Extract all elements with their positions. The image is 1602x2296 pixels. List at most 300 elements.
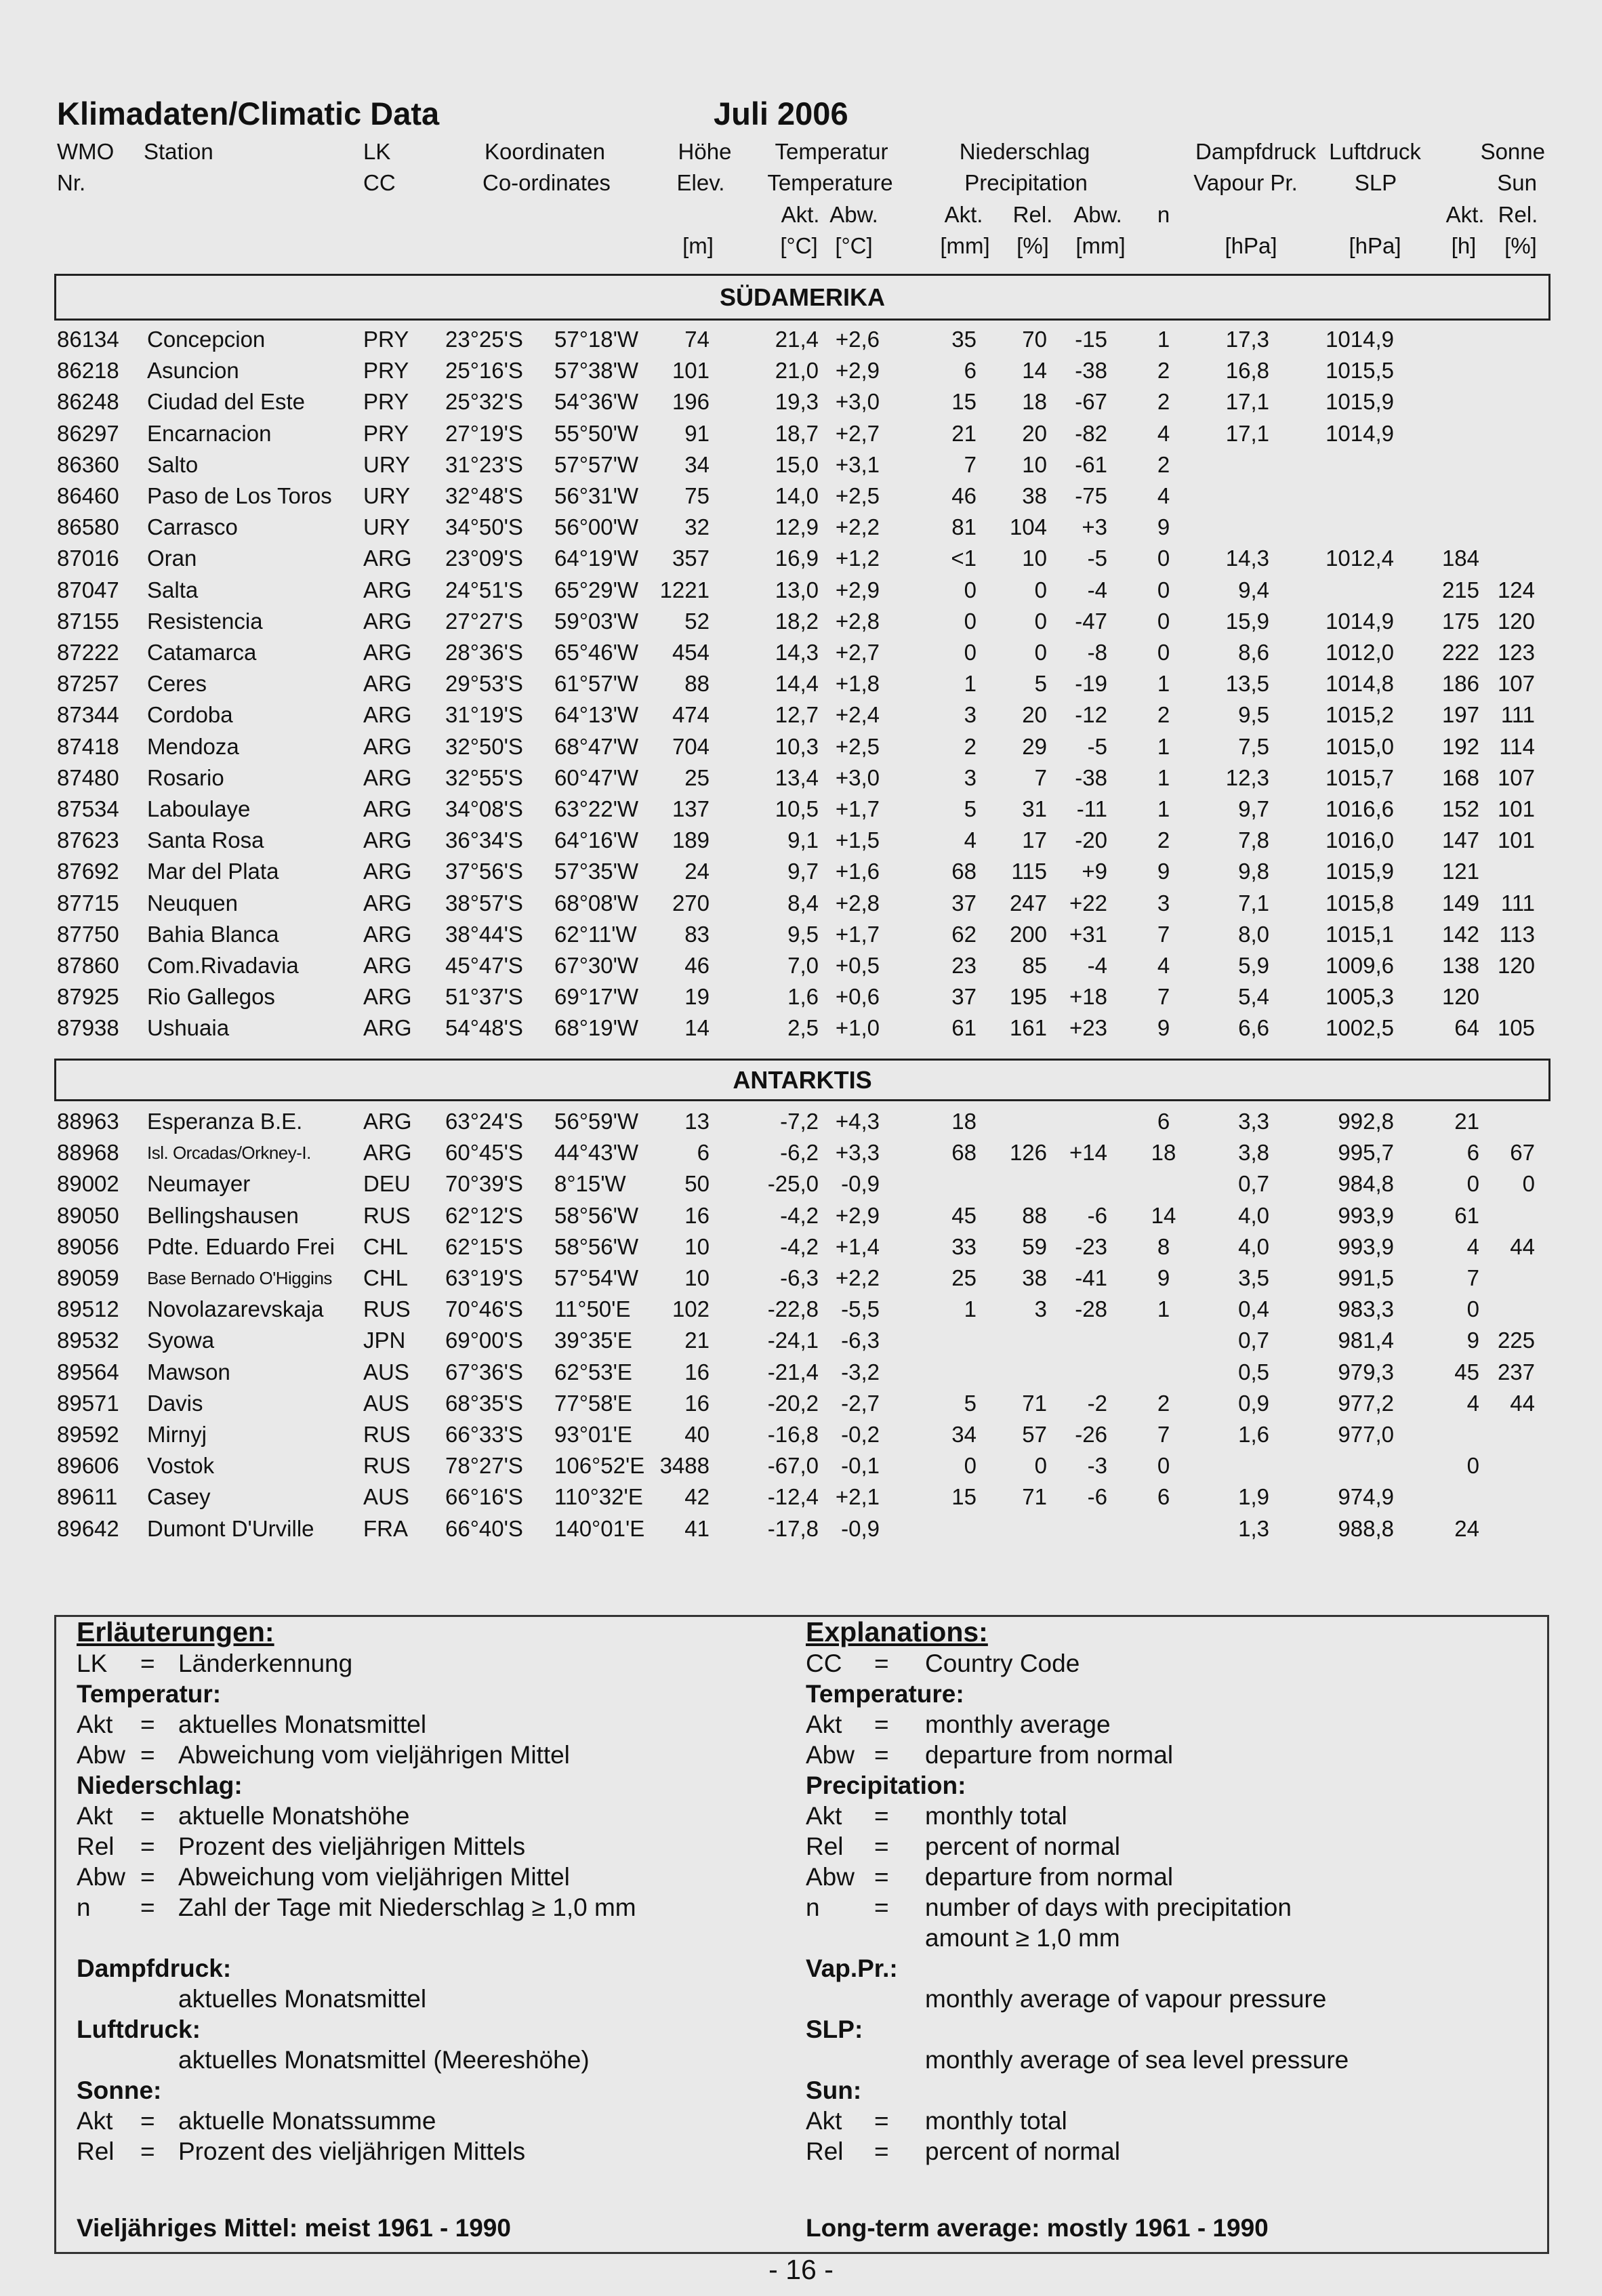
explanation-abbreviation: Abw (77, 1741, 125, 1769)
explanation-equals: = (874, 1893, 889, 1921)
cell-sun-rel: 107 (1497, 764, 1535, 790)
cell-precip-rel: 17 (1022, 827, 1047, 853)
cell-wmo-number: 89611 (57, 1484, 118, 1510)
cell-precip-days: 1 (1157, 327, 1170, 352)
cell-sun-hours: 142 (1441, 921, 1479, 947)
cell-precip-rel: 7 (1034, 764, 1047, 790)
table-row (0, 386, 1602, 417)
header-luftdruck: Luftdruck (1329, 139, 1421, 164)
table-row (0, 1294, 1602, 1325)
cell-vapour-pressure: 4,0 (1238, 1202, 1269, 1228)
cell-temp-abw: +2,8 (835, 890, 880, 916)
cell-wmo-number: 89571 (57, 1390, 119, 1416)
cell-temp-akt: 18,7 (775, 420, 819, 446)
cell-precip-akt: 37 (951, 984, 977, 1010)
cell-sun-rel: 101 (1497, 827, 1535, 853)
cell-elevation: 88 (684, 671, 710, 697)
cell-latitude: 66°33'S (445, 1422, 523, 1447)
cell-country-code: ARG (363, 1140, 412, 1166)
cell-vapour-pressure: 0,9 (1238, 1390, 1269, 1416)
cell-station-name: Santa Rosa (147, 827, 264, 853)
cell-sun-hours: 6 (1466, 1140, 1479, 1166)
header-temp-unit: [°C] (780, 233, 818, 258)
cell-elevation: 25 (684, 764, 710, 790)
cell-temp-abw: +2,5 (835, 483, 880, 508)
cell-precip-akt: 81 (951, 514, 977, 540)
cell-wmo-number: 86218 (57, 358, 119, 384)
table-row (0, 981, 1602, 1012)
cell-sun-hours: 147 (1441, 827, 1479, 853)
cell-vapour-pressure: 9,8 (1238, 859, 1269, 884)
cell-precip-akt: 6 (964, 358, 977, 384)
table-row (0, 856, 1602, 887)
cell-precip-days: 4 (1157, 420, 1170, 446)
cell-temp-abw: +2,2 (835, 514, 880, 540)
cell-sun-rel: 0 (1522, 1171, 1535, 1197)
cell-sun-rel: 67 (1510, 1140, 1535, 1166)
cell-temp-abw: +0,6 (835, 984, 880, 1010)
cell-precip-akt: 35 (951, 327, 977, 352)
cell-precip-akt: 25 (951, 1265, 977, 1290)
cell-latitude: 36°34'S (445, 827, 523, 853)
cell-country-code: ARG (363, 890, 412, 916)
cell-vapour-pressure: 9,5 (1238, 702, 1269, 728)
table-row (0, 1419, 1602, 1450)
header-sun-rel-unit: [%] (1504, 233, 1537, 258)
cell-vapour-pressure: 13,5 (1225, 671, 1269, 697)
cell-precip-abw: -47 (1075, 608, 1107, 634)
cell-sun-rel: 111 (1500, 890, 1535, 916)
cell-temp-abw: +2,2 (835, 1265, 880, 1290)
cell-elevation: 83 (684, 921, 710, 947)
table-row (0, 1357, 1602, 1388)
cell-country-code: URY (363, 514, 411, 540)
explanation-equals: = (874, 2107, 889, 2135)
cell-sea-level-pressure: 993,9 (1338, 1233, 1394, 1259)
cell-precip-days: 9 (1157, 514, 1170, 540)
cell-elevation: 270 (672, 890, 710, 916)
cell-station-name: Ceres (147, 671, 207, 697)
cell-sun-hours: 0 (1466, 1171, 1479, 1197)
header-temp-akt: Akt. (781, 202, 820, 227)
cell-elevation: 454 (672, 640, 710, 665)
table-row (0, 825, 1602, 856)
explanation-abbreviation: Rel (806, 1832, 844, 1860)
cell-longitude: 56°59'W (554, 1109, 639, 1134)
cell-sun-hours: 4 (1466, 1233, 1479, 1259)
cell-sun-rel: 225 (1497, 1328, 1535, 1353)
cell-country-code: RUS (363, 1422, 411, 1447)
cell-precip-akt: 68 (951, 1140, 977, 1166)
cell-sea-level-pressure: 1014,9 (1326, 327, 1394, 352)
explanation-abbreviation: Rel (806, 2137, 844, 2165)
cell-precip-rel: 200 (1009, 921, 1047, 947)
cell-sea-level-pressure: 988,8 (1338, 1515, 1394, 1541)
cell-precip-days: 9 (1157, 1015, 1170, 1041)
header-coordinates: Co-ordinates (482, 170, 611, 195)
cell-temp-akt: 15,0 (775, 451, 819, 477)
cell-latitude: 25°16'S (445, 358, 523, 384)
explanation-abbreviation: Rel (77, 2137, 115, 2165)
cell-sea-level-pressure: 1015,9 (1326, 859, 1394, 884)
cell-sea-level-pressure: 1005,3 (1326, 984, 1394, 1010)
explanation-equals: = (874, 1649, 889, 1677)
cell-temp-abw: +1,4 (835, 1233, 880, 1259)
table-row (0, 543, 1602, 574)
header-precip-rel: Rel. (1012, 202, 1053, 227)
explanation-abbreviation: Akt (77, 1710, 113, 1738)
cell-country-code: JPN (363, 1328, 406, 1353)
cell-sun-hours: 222 (1441, 640, 1479, 665)
cell-sea-level-pressure: 1015,5 (1326, 358, 1394, 384)
cell-precip-akt: 46 (951, 483, 977, 508)
cell-sea-level-pressure: 1015,1 (1326, 921, 1394, 947)
cell-temp-akt: 14,3 (775, 640, 819, 665)
cell-wmo-number: 86580 (57, 514, 119, 540)
cell-precip-abw: +14 (1069, 1140, 1107, 1166)
cell-station-name: Bahia Blanca (147, 921, 279, 947)
cell-temp-abw: -2,7 (841, 1390, 880, 1416)
explanation-abbreviation: Akt (806, 2107, 842, 2135)
cell-sea-level-pressure: 977,2 (1338, 1390, 1394, 1416)
cell-country-code: ARG (363, 796, 412, 821)
explanation-equals: = (140, 2107, 155, 2135)
cell-precip-days: 18 (1151, 1140, 1176, 1166)
explanation-equals: = (140, 1741, 155, 1769)
cell-precip-abw: +18 (1069, 984, 1107, 1010)
cell-precip-rel: 0 (1034, 640, 1047, 665)
cell-temp-akt: 19,3 (775, 389, 819, 415)
cell-elevation: 102 (672, 1296, 710, 1322)
header-elev: Elev. (676, 170, 725, 195)
cell-vapour-pressure: 0,4 (1238, 1296, 1269, 1322)
cell-country-code: ARG (363, 1109, 412, 1134)
cell-temp-abw: +2,1 (835, 1484, 880, 1510)
cell-precip-abw: -61 (1075, 451, 1107, 477)
cell-temp-akt: -4,2 (780, 1233, 819, 1259)
cell-country-code: ARG (363, 764, 412, 790)
cell-station-name: Carrasco (147, 514, 238, 540)
cell-precip-akt: 15 (951, 389, 977, 415)
cell-country-code: ARG (363, 671, 412, 697)
explanation-subheading: SLP: (806, 2015, 863, 2043)
cell-temp-akt: -17,8 (767, 1515, 819, 1541)
cell-wmo-number: 87016 (57, 546, 119, 571)
cell-precip-abw: +22 (1069, 890, 1107, 916)
cell-latitude: 28°36'S (445, 640, 523, 665)
cell-latitude: 62°12'S (445, 1202, 523, 1228)
cell-longitude: 64°19'W (554, 546, 639, 571)
cell-station-name: Ciudad del Este (147, 389, 305, 415)
cell-sea-level-pressure: 1012,4 (1326, 546, 1394, 571)
cell-country-code: PRY (363, 358, 409, 384)
cell-sea-level-pressure: 1015,8 (1326, 890, 1394, 916)
cell-precip-akt: 0 (964, 608, 977, 634)
cell-latitude: 34°08'S (445, 796, 523, 821)
header-temp-abw-unit: [°C] (835, 233, 873, 258)
cell-sun-rel: 120 (1497, 953, 1535, 978)
cell-vapour-pressure: 0,7 (1238, 1328, 1269, 1353)
cell-station-name: Vostok (147, 1453, 215, 1479)
cell-vapour-pressure: 3,8 (1238, 1140, 1269, 1166)
explanation-text: percent of normal (925, 2137, 1120, 2165)
cell-sun-hours: 149 (1441, 890, 1479, 916)
cell-elevation: 10 (684, 1265, 710, 1290)
cell-vapour-pressure: 7,5 (1238, 733, 1269, 759)
cell-station-name: Mar del Plata (147, 859, 279, 884)
cell-station-name: Encarnacion (147, 420, 272, 446)
cell-latitude: 29°53'S (445, 671, 523, 697)
cell-longitude: 68°19'W (554, 1015, 639, 1041)
cell-wmo-number: 88968 (57, 1140, 119, 1166)
cell-temp-abw: +3,0 (835, 764, 880, 790)
cell-latitude: 27°19'S (445, 420, 523, 446)
cell-longitude: 77°58'E (554, 1390, 632, 1416)
cell-station-name: Salta (147, 577, 199, 602)
header-precipitation: Precipitation (964, 170, 1088, 195)
explanation-abbreviation: n (806, 1893, 820, 1921)
table-row (0, 1231, 1602, 1263)
cell-precip-akt: 23 (951, 953, 977, 978)
cell-precip-rel: 38 (1022, 1265, 1047, 1290)
cell-country-code: ARG (363, 546, 412, 571)
header-sun-akt: Akt. (1445, 202, 1485, 227)
cell-latitude: 25°32'S (445, 389, 523, 415)
explanation-text: aktuelles Monatsmittel (178, 1710, 427, 1738)
cell-precip-akt: 37 (951, 890, 977, 916)
explanation-text: amount ≥ 1,0 mm (925, 1924, 1120, 1952)
cell-precip-akt: <1 (951, 546, 977, 571)
cell-sun-hours: 0 (1466, 1296, 1479, 1322)
cell-longitude: 110°32'E (554, 1484, 643, 1510)
cell-wmo-number: 89606 (57, 1453, 119, 1479)
cell-wmo-number: 89592 (57, 1422, 119, 1447)
cell-precip-abw: -75 (1075, 483, 1107, 508)
header-slp: SLP (1354, 170, 1397, 195)
cell-precip-rel: 18 (1022, 389, 1047, 415)
cell-precip-abw: -3 (1087, 1453, 1107, 1479)
explanation-text: Abweichung vom vieljährigen Mittel (178, 1741, 570, 1769)
cell-sun-hours: 192 (1441, 733, 1479, 759)
explanations-box (54, 1615, 1549, 2254)
cell-sea-level-pressure: 977,0 (1338, 1422, 1394, 1447)
cell-temp-akt: 9,1 (787, 827, 819, 853)
cell-precip-abw: -4 (1087, 953, 1107, 978)
cell-temp-akt: 13,4 (775, 764, 819, 790)
explanation-text: monthly average (925, 1710, 1111, 1738)
cell-longitude: 55°50'W (554, 420, 639, 446)
cell-station-name: Concepcion (147, 327, 266, 352)
cell-wmo-number: 87344 (57, 702, 119, 728)
cell-temp-akt: 14,0 (775, 483, 819, 508)
cell-precip-rel: 70 (1022, 327, 1047, 352)
explanation-text: monthly average of vapour pressure (925, 1985, 1327, 2013)
cell-station-name: Catamarca (147, 640, 257, 665)
cell-latitude: 23°25'S (445, 327, 523, 352)
cell-precip-abw: +3 (1082, 514, 1107, 540)
cell-temp-akt: -21,4 (767, 1359, 819, 1385)
cell-latitude: 38°44'S (445, 921, 523, 947)
explanation-abbreviation: Abw (77, 1863, 125, 1891)
cell-latitude: 38°57'S (445, 890, 523, 916)
cell-precip-days: 1 (1157, 796, 1170, 821)
cell-wmo-number: 87715 (57, 890, 119, 916)
cell-vapour-pressure: 12,3 (1225, 764, 1269, 790)
cell-sun-rel: 113 (1499, 921, 1535, 947)
table-row (0, 762, 1602, 794)
cell-vapour-pressure: 3,5 (1238, 1265, 1269, 1290)
cell-sun-hours: 168 (1441, 764, 1479, 790)
cell-wmo-number: 86360 (57, 451, 119, 477)
cell-sea-level-pressure: 1016,0 (1326, 827, 1394, 853)
explanation-abbreviation: CC (806, 1649, 842, 1677)
cell-sun-hours: 61 (1454, 1202, 1479, 1228)
cell-wmo-number: 87938 (57, 1015, 119, 1041)
cell-precip-akt: 33 (951, 1233, 977, 1259)
table-row (0, 794, 1602, 825)
table-row (0, 355, 1602, 386)
cell-country-code: PRY (363, 420, 409, 446)
cell-sun-hours: 184 (1441, 546, 1479, 571)
header-hoehe: Höhe (678, 139, 732, 164)
cell-precip-rel: 20 (1022, 702, 1047, 728)
cell-latitude: 63°19'S (445, 1265, 523, 1290)
cell-precip-days: 0 (1157, 1453, 1170, 1479)
table-row (0, 731, 1602, 762)
cell-precip-days: 2 (1157, 389, 1170, 415)
cell-sea-level-pressure: 974,9 (1338, 1484, 1394, 1510)
cell-country-code: CHL (363, 1233, 409, 1259)
cell-latitude: 66°16'S (445, 1484, 523, 1510)
explanation-text: aktuelle Monatssumme (178, 2107, 436, 2135)
cell-precip-abw: -67 (1075, 389, 1107, 415)
cell-country-code: RUS (363, 1453, 411, 1479)
cell-temp-abw: +2,6 (835, 327, 880, 352)
table-row (0, 606, 1602, 637)
cell-sun-rel: 44 (1510, 1390, 1535, 1416)
cell-country-code: URY (363, 451, 411, 477)
cell-elevation: 16 (684, 1390, 710, 1416)
cell-station-name: Casey (147, 1484, 211, 1510)
cell-temp-abw: +2,9 (835, 1202, 880, 1228)
table-row (0, 1106, 1602, 1137)
explanations-heading: Erläuterungen: (77, 1616, 274, 1647)
cell-precip-abw: -15 (1075, 327, 1107, 352)
cell-temp-abw: +0,5 (835, 953, 880, 978)
header-lk: LK (363, 139, 391, 164)
table-row (0, 512, 1602, 543)
page-number: - 16 - (768, 2254, 834, 2285)
cell-precip-days: 9 (1157, 859, 1170, 884)
cell-sun-hours: 138 (1441, 953, 1479, 978)
cell-temp-abw: +2,9 (835, 577, 880, 602)
cell-precip-akt: 0 (964, 577, 977, 602)
header-temperature: Temperature (767, 170, 893, 195)
cell-station-name: Laboulaye (147, 796, 251, 821)
cell-precip-abw: +31 (1069, 921, 1107, 947)
cell-temp-abw: -6,3 (841, 1328, 880, 1353)
cell-longitude: 65°29'W (554, 577, 639, 602)
cell-longitude: 44°43'W (554, 1140, 639, 1166)
header-koordinaten: Koordinaten (485, 139, 605, 164)
cell-longitude: 57°18'W (554, 327, 639, 352)
cell-sun-rel: 114 (1499, 733, 1535, 759)
cell-longitude: 62°53'E (554, 1359, 632, 1385)
cell-precip-akt: 21 (951, 420, 977, 446)
explanation-text: aktuelle Monatshöhe (178, 1802, 410, 1830)
cell-longitude: 140°01'E (554, 1515, 645, 1541)
cell-vapour-pressure: 0,7 (1238, 1171, 1269, 1197)
cell-precip-days: 4 (1157, 483, 1170, 508)
cell-sea-level-pressure: 1015,9 (1326, 389, 1394, 415)
cell-precip-akt: 18 (951, 1109, 977, 1134)
explanations-footer: Vieljähriges Mittel: meist 1961 - 1990 (77, 2214, 511, 2242)
header-cc: CC (363, 170, 396, 195)
cell-precip-abw: -5 (1087, 546, 1107, 571)
cell-precip-rel: 88 (1022, 1202, 1047, 1228)
cell-elevation: 1221 (659, 577, 710, 602)
cell-latitude: 31°19'S (445, 702, 523, 728)
explanation-subheading: Vap.Pr.: (806, 1954, 898, 1982)
cell-vapour-pressure: 9,7 (1238, 796, 1269, 821)
cell-latitude: 54°48'S (445, 1015, 523, 1041)
cell-station-name: Esperanza B.E. (147, 1109, 303, 1134)
table-row (0, 324, 1602, 355)
cell-precip-abw: -4 (1087, 577, 1107, 602)
cell-station-name: Com.Rivadavia (147, 953, 299, 978)
cell-station-name: Isl. Orcadas/Orkney-I. (147, 1143, 311, 1164)
cell-longitude: 57°38'W (554, 358, 639, 384)
cell-precip-akt: 3 (964, 764, 977, 790)
cell-elevation: 137 (672, 796, 710, 821)
explanation-abbreviation: Rel (77, 1832, 115, 1860)
cell-elevation: 91 (684, 420, 710, 446)
cell-temp-abw: -3,2 (841, 1359, 880, 1385)
cell-temp-abw: -5,5 (841, 1296, 880, 1322)
cell-sun-hours: 121 (1441, 859, 1479, 884)
cell-wmo-number: 86297 (57, 420, 119, 446)
cell-vapour-pressure: 3,3 (1238, 1109, 1269, 1134)
explanation-subheading: Niederschlag: (77, 1771, 243, 1799)
explanation-equals: = (874, 1710, 889, 1738)
cell-sun-rel: 107 (1497, 671, 1535, 697)
cell-temp-akt: 18,2 (775, 608, 819, 634)
cell-precip-abw: +9 (1082, 859, 1107, 884)
cell-precip-days: 7 (1157, 1422, 1170, 1447)
cell-sea-level-pressure: 983,3 (1338, 1296, 1394, 1322)
cell-precip-days: 2 (1157, 827, 1170, 853)
cell-latitude: 31°23'S (445, 451, 523, 477)
cell-precip-abw: -20 (1075, 827, 1107, 853)
cell-precip-rel: 126 (1009, 1140, 1047, 1166)
cell-country-code: PRY (363, 327, 409, 352)
explanations-heading: Explanations: (806, 1616, 988, 1647)
cell-wmo-number: 87257 (57, 671, 119, 697)
cell-precip-days: 1 (1157, 733, 1170, 759)
cell-vapour-pressure: 1,9 (1238, 1484, 1269, 1510)
table-row (0, 1325, 1602, 1356)
cell-precip-days: 1 (1157, 1296, 1170, 1322)
cell-latitude: 24°51'S (445, 577, 523, 602)
cell-precip-rel: 0 (1034, 1453, 1047, 1479)
cell-country-code: DEU (363, 1171, 411, 1197)
cell-elevation: 50 (684, 1171, 710, 1197)
cell-vapour-pressure: 1,6 (1238, 1422, 1269, 1447)
cell-station-name: Novolazarevskaja (147, 1296, 324, 1322)
cell-temp-akt: 2,5 (787, 1015, 819, 1041)
header-temperatur: Temperatur (775, 139, 888, 164)
cell-longitude: 63°22'W (554, 796, 639, 821)
